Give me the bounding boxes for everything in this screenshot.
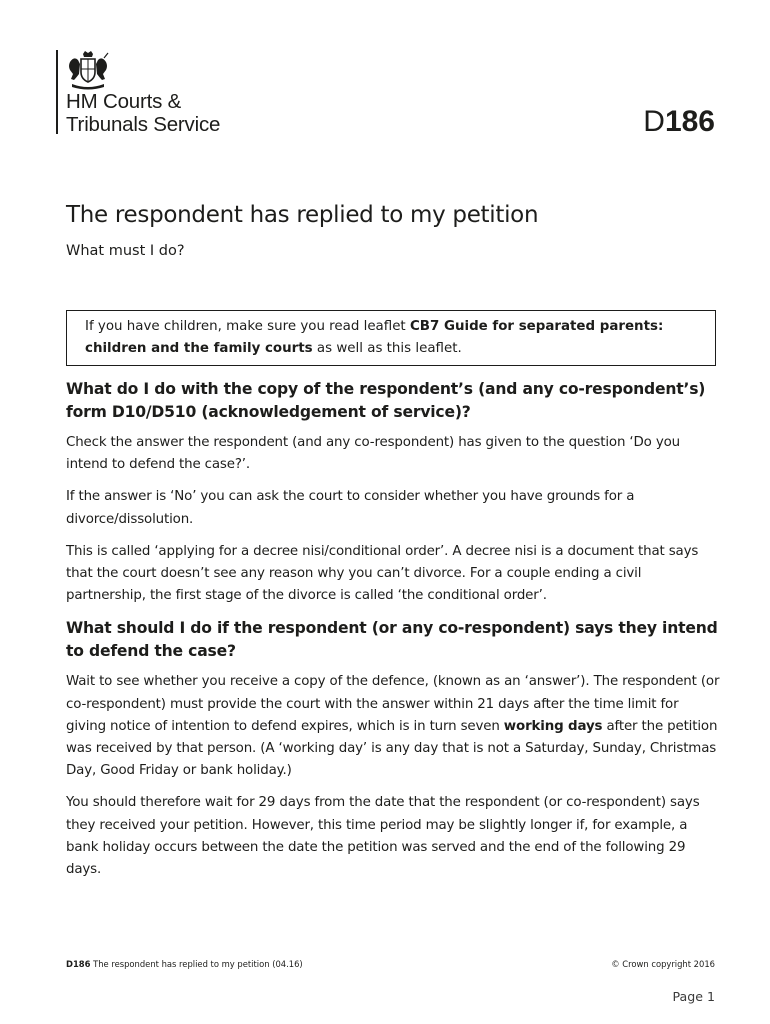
form-code-number: 186 [664,105,715,138]
organisation-name-line1: HM Courts & [66,90,182,113]
footer-title-text: The respondent has replied to my petition (04.16) [90,959,303,969]
form-code-prefix: D [643,105,665,138]
page-title: The respondent has replied to my petition [66,202,539,228]
paragraph-text: after the petition was received by that person. (A ‘working day’ is any day that is not a Saturday, Sunday, Christmas Day, Good Friday or bank holiday.) [66,718,718,779]
organisation-name [66,90,220,136]
paragraph [66,671,722,782]
paragraph: You should therefore wait for 29 days from the date that the respondent (or co-respondent) says they received your petition. However, this time period may be slightly longer if, for example, a bank holiday occurs between the date the petition was served and the end of the following 29 days. [66,795,700,878]
notice-leaflet-name: CB7 Guide for separated parents: children and the family courts [85,319,664,356]
paragraph-bold-text: working days [503,718,603,734]
paragraph: Check the answer the respondent (and any co-respondent) has given to the question ‘Do you intend to defend the case?’. [66,435,680,473]
children-notice-box [66,310,716,366]
footer-document-title [66,958,303,970]
paragraph: If the answer is ‘No’ you can ask the court to consider whether you have grounds for a divorce/dissolution. [66,489,635,527]
page-number: Page 1 [672,989,715,1004]
notice-text-start: If you have children, make sure you read leaflet [85,319,410,334]
page-subtitle: What must I do? [66,243,185,259]
royal-crest-icon [66,50,110,90]
paragraph-text: Wait to see whether you receive a copy of the defence, (known as an ‘answer’). The respondent (or co-respondent) must provide the court with the answer within 21 days after the time limit for giving notice of intention to defend expires, which is in turn seven [66,674,720,734]
hmcts-logo [56,50,221,136]
footer-form-code: D186 [66,959,91,969]
form-code [643,104,715,140]
section-heading-defend-case: What should I do if the respondent (or any co-respondent) says they intend to defend the case? [66,619,718,660]
paragraph: This is called ‘applying for a decree nisi/conditional order’. A decree nisi is a document that says that the court doesn’t see any reason why you can’t divorce. For a couple ending a civil partnership, the first stage of the divorce is called ‘the conditional order’. [66,543,699,604]
notice-text-end: as well as this leaflet. [312,340,462,356]
organisation-name-line2: Tribunals Service [66,113,221,136]
footer-copyright: © Crown copyright 2016 [611,959,715,969]
main-content [66,378,722,891]
section-heading-acknowledgement: What do I do with the copy of the respondent’s (and any co-respondent’s) form D10/D510 (acknowledgement of service)? [66,380,706,421]
